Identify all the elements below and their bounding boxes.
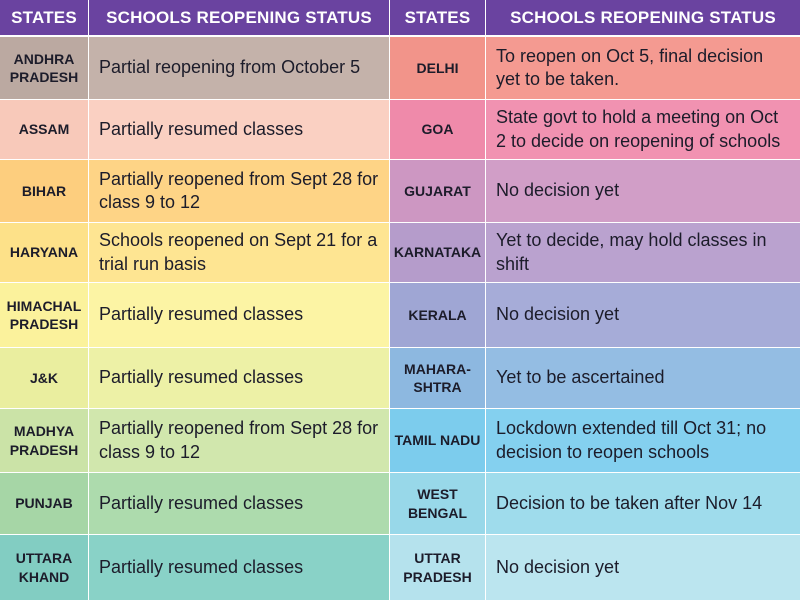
status-cell: Yet to decide, may hold classes in shift [486,223,800,283]
state-cell: ANDHRA PRADESH [0,37,89,100]
status-cell: Partially resumed classes [89,535,390,600]
header-states-left: STATES [0,0,89,37]
status-cell: Lockdown extended till Oct 31; no decision to reopen schools [486,409,800,473]
status-cell: Decision to be taken after Nov 14 [486,473,800,535]
state-cell: J&K [0,348,89,409]
header-states-right: STATES [390,0,486,37]
status-cell: State govt to hold a meeting on Oct 2 to decide on reopening of schools [486,100,800,160]
state-cell: KERALA [390,283,486,348]
state-cell: GUJARAT [390,160,486,223]
state-cell: DELHI [390,37,486,100]
status-cell: Partially resumed classes [89,100,390,160]
status-cell: Partially reopened from Sept 28 for class 9 to 12 [89,409,390,473]
status-cell: Partially resumed classes [89,473,390,535]
status-cell: To reopen on Oct 5, final decision yet to be taken. [486,37,800,100]
status-cell: Partially resumed classes [89,348,390,409]
state-cell: MAHARA-SHTRA [390,348,486,409]
status-cell: Yet to be ascertained [486,348,800,409]
state-cell: GOA [390,100,486,160]
header-status-right: SCHOOLS REOPENING STATUS [486,0,800,37]
state-cell: TAMIL NADU [390,409,486,473]
state-cell: MADHYA PRADESH [0,409,89,473]
state-cell: HIMACHAL PRADESH [0,283,89,348]
state-cell: UTTARA KHAND [0,535,89,600]
status-cell: Partially reopened from Sept 28 for class 9 to 12 [89,160,390,223]
status-cell: No decision yet [486,283,800,348]
state-cell: KARNATAKA [390,223,486,283]
state-cell: BIHAR [0,160,89,223]
status-cell: Partial reopening from October 5 [89,37,390,100]
status-cell: Partially resumed classes [89,283,390,348]
state-cell: WEST BENGAL [390,473,486,535]
status-cell: No decision yet [486,535,800,600]
status-cell: No decision yet [486,160,800,223]
state-cell: ASSAM [0,100,89,160]
state-cell: UTTAR PRADESH [390,535,486,600]
state-cell: PUNJAB [0,473,89,535]
header-status-left: SCHOOLS REOPENING STATUS [89,0,390,37]
state-cell: HARYANA [0,223,89,283]
status-cell: Schools reopened on Sept 21 for a trial run basis [89,223,390,283]
